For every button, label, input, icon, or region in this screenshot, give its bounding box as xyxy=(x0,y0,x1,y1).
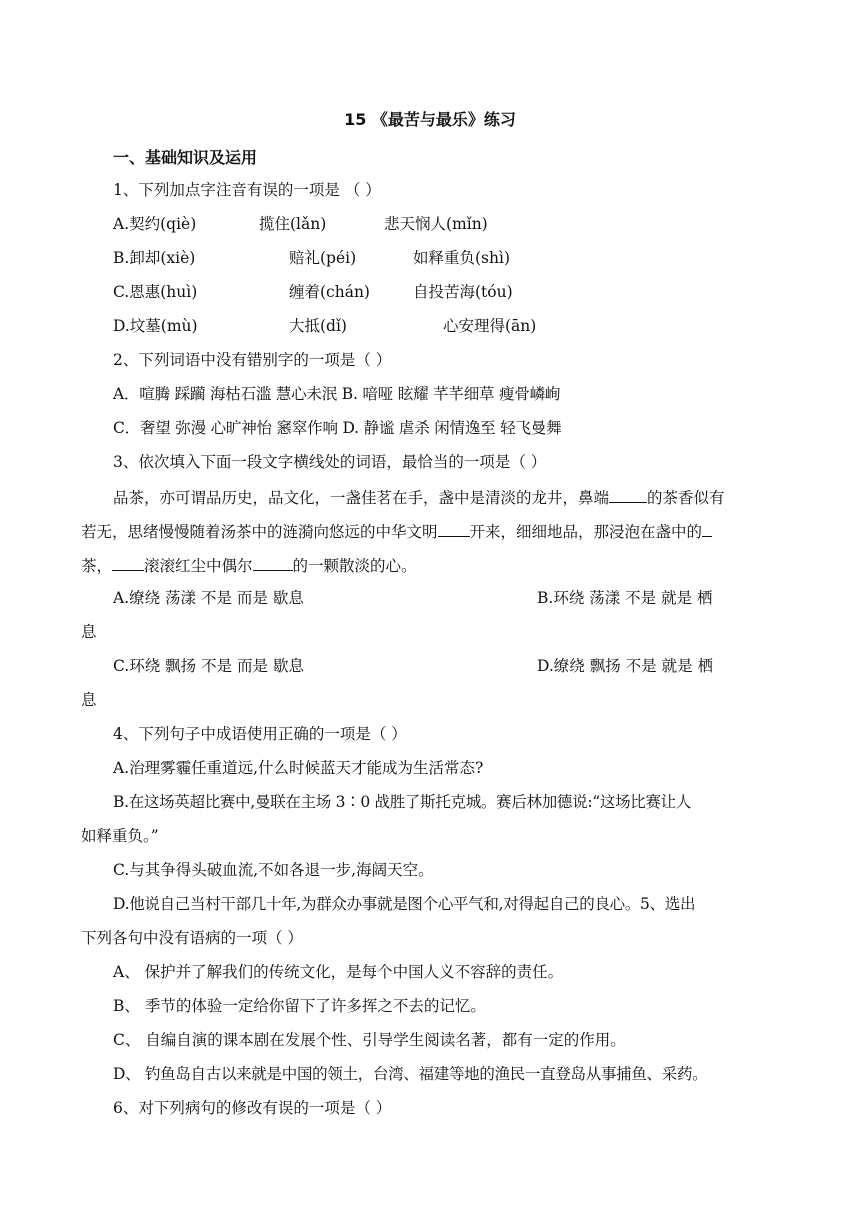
paragraph-text: 的一颗散淡的心。 xyxy=(292,557,417,575)
question-3-option-b-wrap: 息 xyxy=(81,623,97,641)
option-a-word-1: A.契约(qiè) xyxy=(113,215,197,233)
question-5-option-b: B、 季节的体验一定给你留下了许多挥之不去的记忆。 xyxy=(113,997,486,1015)
question-3-option-b: B.环绕 荡漾 不是 就是 栖 xyxy=(537,589,713,607)
question-4-option-c: C.与其争得头破血流,不如各退一步,海阔天空。 xyxy=(113,861,434,879)
question-4-option-b-wrap: 如释重负。” xyxy=(81,827,159,845)
option-a-word-3: 悲天悯人(mǐn) xyxy=(384,215,488,233)
page-title: 15 《最苦与最乐》练习 xyxy=(344,110,516,129)
option-d-word-1: D.坟墓(mù) xyxy=(113,317,198,335)
section-heading: 一、基础知识及运用 xyxy=(113,148,258,167)
question-5-option-a: A、 保护并了解我们的传统文化，是每个中国人义不容辞的责任。 xyxy=(113,963,564,981)
paragraph-text: 的茶香似有 xyxy=(647,489,725,507)
option-a-word-2: 揽住(lǎn) xyxy=(259,215,327,233)
question-6-stem: 6、对下列病句的修改有误的一项是（ ） xyxy=(113,1099,392,1117)
question-4-stem: 4、下列句子中成语使用正确的一项是（ ） xyxy=(113,725,407,743)
question-4-option-d: D.他说自己当村干部几十年,为群众办事就是图个心平气和,对得起自己的良心。5、选出 xyxy=(113,895,696,913)
question-3-option-d: D.缭绕 飘扬 不是 就是 栖 xyxy=(537,657,714,675)
option-d-word-3: 心安理得(ān) xyxy=(443,317,537,335)
fill-blank-2 xyxy=(438,520,470,537)
option-b-word-1: B.卸却(xiè) xyxy=(113,249,196,267)
option-c-word-2: 缠着(chán) xyxy=(289,283,370,301)
option-d-word-2: 大抵(dǐ) xyxy=(289,317,347,335)
question-5-option-d: D、 钓鱼岛自古以来就是中国的领土，台湾、福建等地的渔民一直登岛从事捕鱼、采药。 xyxy=(113,1065,708,1083)
option-b-word-2: 赔礼(péi) xyxy=(289,249,357,267)
question-3-stem: 3、依次填入下面一段文字横线处的词语，最恰当的一项是（ ） xyxy=(113,453,547,471)
question-3-option-a: A.缭绕 荡漾 不是 而是 歇息 xyxy=(113,589,304,607)
question-2-stem: 2、下列词语中没有错别字的一项是（ ） xyxy=(113,351,392,369)
question-3-paragraph-line-2 xyxy=(81,520,712,542)
question-3-option-c: C.环绕 飘扬 不是 而是 歇息 xyxy=(113,657,304,675)
option-c-word-1: C.恩惠(huì) xyxy=(113,283,198,301)
fill-blank-3 xyxy=(702,520,712,537)
fill-blank-1 xyxy=(609,486,647,503)
fill-blank-5 xyxy=(253,554,293,571)
option-b-word-3: 如释重负(shì) xyxy=(413,249,510,267)
paragraph-text: 开来，细细地品，那浸泡在盏中的 xyxy=(469,523,703,541)
question-2-line-2: C．奢望 弥漫 心旷神怡 窸窣作响 D. 静谧 虐杀 闲情逸至 轻飞曼舞 xyxy=(113,419,562,437)
question-3-paragraph-line-3 xyxy=(81,554,417,576)
question-2-line-1: A．喧腾 踩躏 海枯石滥 慧心未泯 B. 喑哑 眩耀 芊芊细草 瘦骨嶙峋 xyxy=(113,385,561,403)
question-1-stem: 1、下列加点字注音有误的一项是 （ ） xyxy=(113,181,381,199)
question-5-option-c: C、 自编自演的课本剧在发展个性、引导学生阅读名著，都有一定的作用。 xyxy=(113,1031,626,1049)
option-c-word-3: 自投苦海(tóu) xyxy=(413,283,513,301)
paragraph-text: 茶， xyxy=(81,557,113,575)
question-4-option-b: B.在这场英超比赛中,曼联在主场 3∶0 战胜了斯托克城。赛后林加德说:“这场比赛让人 xyxy=(113,793,692,811)
paragraph-text: 品茶，亦可谓品历史，品文化，一盏佳茗在手，盏中是清淡的龙井，鼻端 xyxy=(113,489,610,507)
question-5-stem: 下列各句中没有语病的一项（ ） xyxy=(81,929,303,947)
question-3-paragraph-line-1 xyxy=(113,486,725,508)
fill-blank-4 xyxy=(112,554,144,571)
question-4-option-a: A.治理雾霾任重道远,什么时候蓝天才能成为生活常态? xyxy=(113,759,484,777)
question-3-option-d-wrap: 息 xyxy=(81,691,97,709)
paragraph-text: 若无，思绪慢慢随着汤茶中的涟漪向悠远的中华文明 xyxy=(81,523,438,541)
paragraph-text: 滚滚红尘中偶尔 xyxy=(144,557,253,575)
